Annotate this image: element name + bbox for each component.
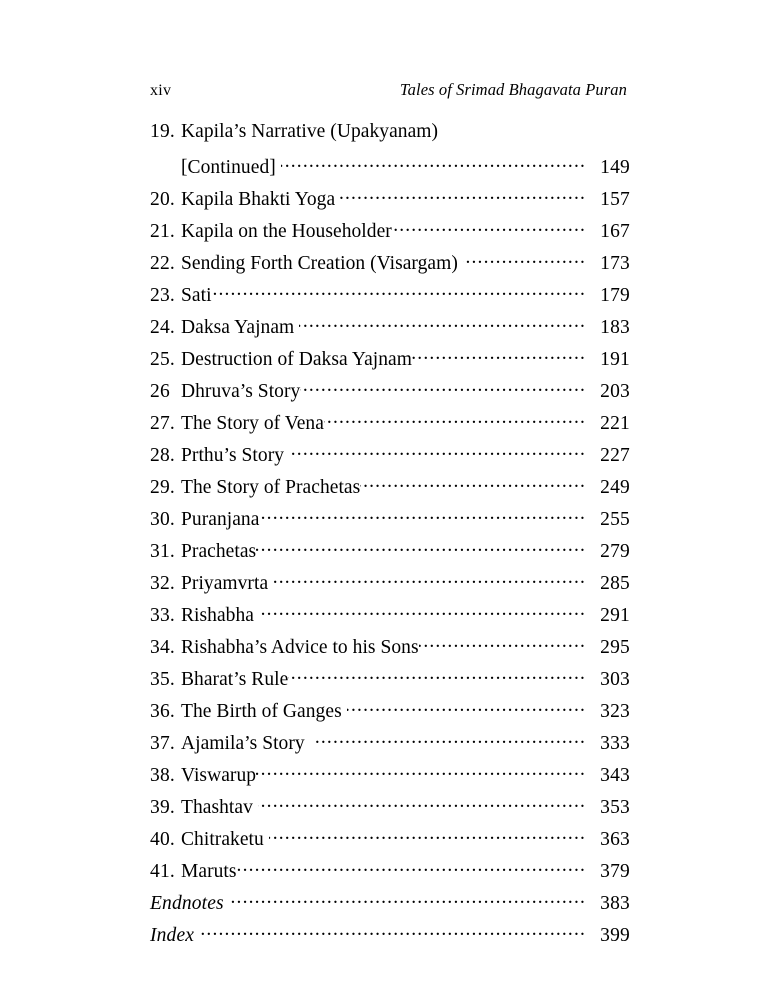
folio-number: xiv [150, 82, 172, 99]
toc-entry-number: 40. [150, 828, 175, 850]
toc-entry-page-number: 399 [600, 924, 630, 946]
toc-entry-number: 32. [150, 572, 175, 594]
toc-entry-page-number: 291 [600, 604, 630, 626]
book-title: Tales of Srimad Bhagavata Puran [399, 80, 627, 99]
toc-entry-title: Kapila’s Narrative (Upakyanam) [181, 121, 439, 142]
dot-leader [360, 473, 586, 493]
toc-entry-title: Chitraketu [181, 828, 264, 850]
toc-entry[interactable] [150, 121, 630, 153]
toc-entry-title: Rishabha’s Advice to his Sons [181, 636, 419, 658]
toc-entry[interactable] [150, 441, 630, 473]
toc-entry-number: 41. [150, 860, 175, 882]
toc-entry[interactable] [150, 249, 630, 281]
dot-leader [256, 537, 586, 557]
toc-entry-title: Prachetas [181, 540, 257, 562]
toc-entry[interactable] [150, 633, 630, 665]
toc-entry-title: Puranjana [181, 508, 260, 530]
toc-entry-page-number: 255 [600, 508, 630, 530]
toc-entry-page-number: 167 [600, 220, 630, 242]
dot-leader [340, 185, 586, 205]
toc-entry-title: Sati [181, 284, 212, 306]
dot-leader [392, 217, 586, 237]
toc-entry-number: 29. [150, 476, 175, 498]
toc-entry-title: The Story of Prachetas [181, 476, 361, 498]
toc-entry-page-number: 227 [600, 444, 630, 466]
toc-entry-page-number: 157 [600, 188, 630, 210]
toc-entry-number: 26 [150, 380, 170, 402]
toc-entry-title: Dhruva’s Story [181, 380, 301, 402]
toc-entry-number: 28. [150, 444, 175, 466]
dot-leader [199, 921, 586, 941]
dot-leader [412, 345, 586, 365]
toc-entry-page-number: 221 [600, 412, 630, 434]
toc-entry-number: 25. [150, 348, 175, 370]
dot-leader [229, 889, 586, 909]
table-of-contents [150, 121, 630, 953]
dot-leader [259, 505, 586, 525]
toc-entry[interactable] [150, 185, 630, 217]
toc-entry-page-number: 179 [600, 284, 630, 306]
toc-entry-number: 24. [150, 316, 175, 338]
dot-leader [256, 761, 586, 781]
toc-entry-title: Kapila Bhakti Yoga [181, 188, 336, 210]
toc-entry-page-number: 343 [600, 764, 630, 786]
dot-leader [289, 441, 586, 461]
toc-entry-title: Rishabha [181, 604, 254, 626]
toc-entry-title: The Birth of Ganges [181, 700, 342, 722]
dot-leader [300, 377, 586, 397]
toc-entry[interactable] [150, 473, 630, 505]
toc-entry-number: 21. [150, 220, 175, 242]
toc-entry-number: 36. [150, 700, 175, 722]
toc-back-matter-entry[interactable] [150, 889, 630, 921]
toc-entry-title: Daksa Yajnam [181, 316, 295, 338]
toc-entry[interactable] [150, 601, 630, 633]
toc-entry-page-number: 295 [600, 636, 630, 658]
toc-entry[interactable] [150, 217, 630, 249]
dot-leader [299, 313, 586, 333]
toc-entry-title: Destruction of Daksa Yajnam [181, 348, 412, 370]
toc-entry-title: Prthu’s Story [181, 444, 285, 466]
toc-entry[interactable] [150, 505, 630, 537]
toc-entry-number: 19. [150, 121, 175, 142]
toc-entry[interactable] [150, 825, 630, 857]
toc-entry[interactable] [150, 729, 630, 761]
dot-leader [259, 601, 586, 621]
toc-entry-title: Viswarup [181, 764, 257, 786]
toc-entry-page-number: 383 [600, 892, 630, 914]
toc-entry-number: 22. [150, 252, 175, 274]
running-head [150, 80, 628, 102]
toc-entry[interactable] [150, 345, 630, 377]
dot-leader [258, 793, 586, 813]
toc-entry[interactable] [150, 537, 630, 569]
toc-entry-page-number: 279 [600, 540, 630, 562]
toc-entry-page-number: 183 [600, 316, 630, 338]
dot-leader [463, 249, 586, 269]
toc-entry-title: [Continued] [181, 156, 276, 178]
toc-entry[interactable] [150, 793, 630, 825]
dot-leader [273, 569, 586, 589]
toc-entry-page-number: 323 [600, 700, 630, 722]
toc-entry-number: 31. [150, 540, 175, 562]
toc-entry[interactable] [150, 697, 630, 729]
toc-entry-title: Sending Forth Creation (Visargam) [181, 252, 458, 274]
toc-entry-title: Priyamvrta [181, 572, 269, 594]
toc-entry[interactable] [150, 761, 630, 793]
dot-leader [237, 857, 586, 877]
toc-entry-number: 23. [150, 284, 175, 306]
toc-entry-title: Endnotes [150, 892, 224, 914]
toc-entry-title: Maruts [181, 860, 237, 882]
dot-leader [419, 633, 586, 653]
toc-entry-number: 38. [150, 764, 175, 786]
dot-leader [347, 697, 586, 717]
toc-back-matter-entry[interactable] [150, 921, 630, 953]
dot-leader [315, 729, 586, 749]
toc-entry-title: Thashtav [181, 796, 253, 818]
dot-leader [269, 825, 586, 845]
toc-entry-continuation[interactable] [150, 153, 630, 185]
toc-entry[interactable] [150, 665, 630, 697]
toc-entry-page-number: 303 [600, 668, 630, 690]
toc-entry-title: Index [150, 924, 195, 946]
toc-entry[interactable] [150, 409, 630, 441]
toc-entry-page-number: 249 [600, 476, 630, 498]
toc-entry[interactable] [150, 377, 630, 409]
toc-entry-page-number: 173 [600, 252, 630, 274]
toc-entry-page-number: 203 [600, 380, 630, 402]
toc-entry-page-number: 333 [600, 732, 630, 754]
dot-leader [324, 409, 586, 429]
toc-entry[interactable] [150, 313, 630, 345]
toc-entry-number: 34. [150, 636, 175, 658]
toc-entry-number: 37. [150, 732, 175, 754]
toc-entry-number: 20. [150, 188, 175, 210]
toc-entry-page-number: 149 [600, 156, 630, 178]
toc-entry-title: Bharat’s Rule [181, 668, 289, 690]
toc-entry-page-number: 191 [600, 348, 630, 370]
toc-entry-title: Kapila on the Householder [181, 220, 392, 242]
toc-entry-title: Ajamila’s Story [181, 732, 305, 754]
toc-entry[interactable] [150, 857, 630, 889]
dot-leader [281, 153, 586, 173]
toc-entry-number: 27. [150, 412, 175, 434]
toc-entry-page-number: 353 [600, 796, 630, 818]
toc-entry-number: 30. [150, 508, 175, 530]
toc-entry-number: 33. [150, 604, 175, 626]
toc-entry[interactable] [150, 281, 630, 313]
toc-entry-title: The Story of Vena [181, 412, 324, 434]
toc-entry-page-number: 363 [600, 828, 630, 850]
toc-entry[interactable] [150, 569, 630, 601]
toc-entry-page-number: 285 [600, 572, 630, 594]
toc-entry-number: 35. [150, 668, 175, 690]
dot-leader [212, 281, 586, 301]
toc-entry-number: 39. [150, 796, 175, 818]
dot-leader [288, 665, 586, 685]
toc-entry-page-number: 379 [600, 860, 630, 882]
